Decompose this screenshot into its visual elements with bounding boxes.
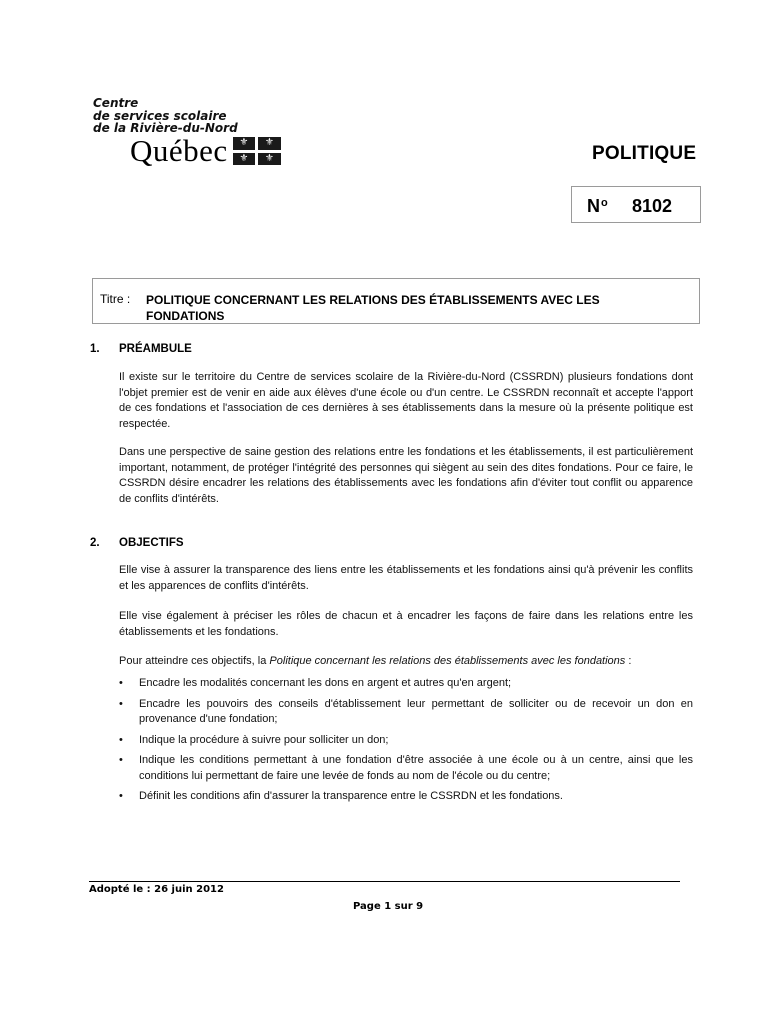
- list-item: • Encadre les modalités concernant les dons en argent et autres qu'en argent;: [119, 676, 693, 692]
- adoption-date: Adopté le : 26 juin 2012: [89, 884, 224, 895]
- logo-line-1: Centre: [93, 96, 139, 110]
- paragraph: Elle vise à assurer la transparence des liens entre les établissements et les fondations ainsi qu'à prévenir les conflits et les apparences de conflits d'intérêts.: [119, 564, 693, 592]
- page-number: Page 1 sur 9: [353, 901, 424, 912]
- fleur-de-lis-icon: ⚜: [258, 153, 281, 166]
- document-type: POLITIQUE: [592, 143, 697, 164]
- policy-number-box: [571, 186, 701, 223]
- fleur-de-lis-icon: ⚜: [258, 137, 281, 150]
- quebec-flag-icon: [233, 137, 281, 165]
- cssrdn-logo: [93, 97, 238, 135]
- section-heading-preambule: PRÉAMBULE: [119, 343, 192, 355]
- number-label: $N^o$: [587, 196, 608, 216]
- quebec-wordmark: [130, 133, 281, 168]
- logo-line-2: de services scolaire: [93, 108, 227, 123]
- title-label: Titre :: [100, 292, 131, 306]
- paragraph: Dans une perspective de saine gestion des relations entre les fondations et les établissements, il est particulièrement important, notamment, de protéger l'intégrité des personnes qui siègent au sein des dites fondations. Pour ce faire, le CSSRDN désire encadrer les relations des établissements avec les fondations afin d'éviter tout conflit ou apparence de conflits d'intérêts.: [119, 446, 693, 505]
- list-item: • Indique les conditions permettant à une fondation d'être associée à une école ou à un centre, ainsi que les conditions lui permettant de faire une levée de fonds au nom de l'école ou du centre;: [119, 753, 693, 784]
- policy-name-italic: Politique concernant les relations des établissements avec les fondations: [269, 655, 626, 667]
- section-heading-objectifs: OBJECTIFS: [119, 537, 184, 549]
- paragraph: Il existe sur le territoire du Centre de services scolaire de la Rivière-du-Nord (CSSRDN) plusieurs fondations dont l'objet premier est de venir en aide aux élèves d'une école ou d'un centre. Le CSSRDN reconnaît et accepte l'apport de ces fondations et l'association de ces dernières à ses établissements dans la mesure où la présente politique est respectée.: [119, 371, 693, 430]
- section-number: 2.: [90, 537, 100, 549]
- policy-title: POLITIQUE CONCERNANT LES RELATIONS DES ÉTABLISSEMENTS AVEC LES FONDATIONS: [146, 293, 600, 323]
- quebec-text: Québec: [130, 133, 228, 168]
- objectives-intro: Pour atteindre ces objectifs, la Politique concernant les relations des établissements avec les fondations :: [119, 655, 632, 667]
- list-item: • Encadre les pouvoirs des conseils d'établissement leur permettant de solliciter ou de recevoir un don en provenance d'une fondation;: [119, 697, 693, 728]
- title-box: [92, 278, 700, 324]
- logo-line-3: de la Rivière-du-Nord: [93, 121, 238, 135]
- section-number: 1.: [90, 343, 100, 355]
- list-item: • Indique la procédure à suivre pour solliciter un don;: [119, 733, 693, 749]
- fleur-de-lis-icon: ⚜: [233, 137, 256, 150]
- footer-divider: [89, 881, 680, 882]
- paragraph: Elle vise également à préciser les rôles de chacun et à encadrer les façons de faire dans les relations entre les établissements et les fondations.: [119, 610, 693, 638]
- fleur-de-lis-icon: ⚜: [233, 153, 256, 166]
- policy-number: 8102: [632, 196, 673, 216]
- objectives-list: [119, 676, 693, 810]
- list-item: • Définit les conditions afin d'assurer la transparence entre le CSSRDN et les fondations.: [119, 789, 693, 805]
